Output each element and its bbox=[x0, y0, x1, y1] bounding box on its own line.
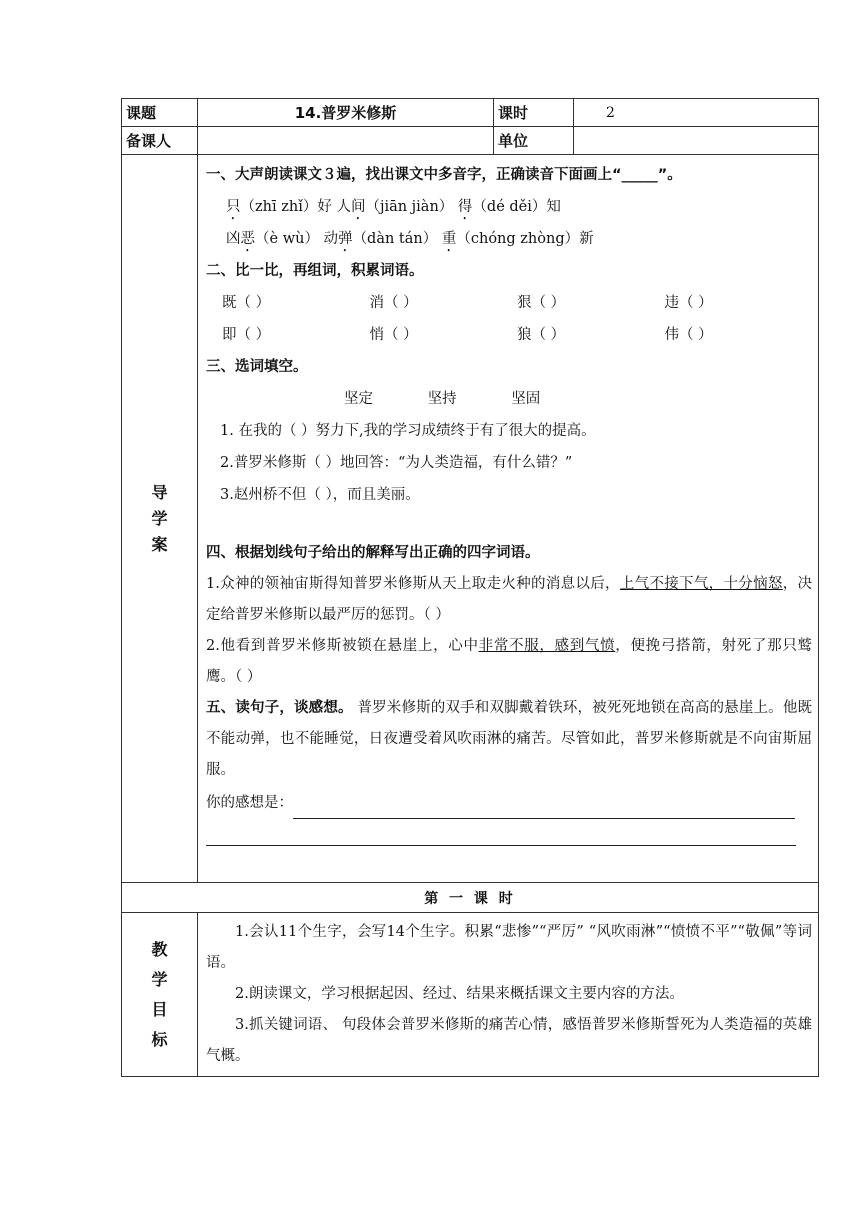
q1-dotted-char: 重 bbox=[441, 231, 457, 247]
unit-label: 单位 bbox=[494, 127, 574, 155]
teaching-goals-side-label bbox=[122, 913, 198, 1077]
q4-item-1 bbox=[206, 569, 812, 631]
goal-item: 2.朗读课文，学习根据起因、经过、结果来概括课文主要内容的方法。 bbox=[235, 986, 684, 1002]
q2-row-1 bbox=[206, 287, 812, 319]
q2-row-2 bbox=[206, 319, 812, 351]
q1-text: （zhī zhǐ）好 人 bbox=[240, 199, 351, 215]
q2-item: 既（ ） bbox=[222, 295, 271, 311]
q3-item: 1. 在我的（ ）努力下,我的学习成绩终于有了很大的提高。 bbox=[220, 423, 596, 439]
q5-text: 普罗米修斯的双手和双脚戴着铁环，被死死地锁在高高的悬崖上。他既不能动弹，也不能睡觉，日夜遭受着风吹雨淋的痛苦。尽管如此，普罗米修斯就是不向宙斯屈服。 bbox=[206, 700, 813, 778]
guide-side-char: 案 bbox=[151, 534, 168, 554]
header-row-lesson bbox=[122, 99, 819, 127]
goal-item: 3.抓关键词语、 句段体会普罗米修斯的痛苦心情，感悟普罗米修斯誓死为人类造福的英雄气概。 bbox=[206, 1017, 812, 1064]
lesson-one-header-row bbox=[122, 883, 819, 913]
q4-item-1-text: ，决定给普罗米修斯以最严厉的惩罚。（ ） bbox=[206, 576, 813, 623]
q3-word-bank bbox=[206, 383, 812, 415]
q4-item-1-underlined: 上气不接下气， bbox=[619, 576, 724, 592]
spacer bbox=[206, 511, 812, 537]
guide-side-char: 学 bbox=[151, 508, 168, 528]
q2-item: 狠（ ） bbox=[517, 295, 566, 311]
goals-side-char: 标 bbox=[151, 1029, 168, 1049]
q1-text: （dàn tán） bbox=[352, 231, 442, 247]
guide-side-char: 导 bbox=[151, 482, 168, 502]
q5-answer-blank[interactable] bbox=[293, 796, 795, 819]
period-value: 2 bbox=[574, 99, 819, 127]
q1-dotted-char: 得 bbox=[457, 199, 473, 215]
q2-item: 狼（ ） bbox=[517, 327, 566, 343]
goals-side-char: 目 bbox=[151, 999, 168, 1019]
q2-item: 伟（ ） bbox=[664, 327, 713, 343]
q3-word: 坚固 bbox=[511, 391, 541, 407]
goals-side-char: 教 bbox=[151, 939, 168, 959]
q3-word: 坚定 bbox=[344, 391, 373, 407]
q4-item-2-underlined: 非常不服，感到气愤 bbox=[478, 638, 616, 654]
period-label: 课时 bbox=[494, 99, 574, 127]
q4-item-2-text: ，便挽弓搭箭，射死了那只鹫鹰。（ ） bbox=[206, 638, 812, 685]
preparer-value bbox=[198, 127, 494, 155]
q1-dotted-char: 间 bbox=[350, 199, 366, 215]
q1-pinyin-line-1 bbox=[206, 191, 812, 223]
goals-side-char: 学 bbox=[151, 969, 168, 989]
q2-item: 消（ ） bbox=[369, 295, 418, 311]
guide-row bbox=[122, 155, 819, 883]
q1-text: （è wù） 动 bbox=[255, 231, 339, 247]
q1-dotted-char: 恶 bbox=[240, 231, 255, 247]
q5-paragraph bbox=[206, 693, 812, 786]
unit-value bbox=[574, 127, 819, 155]
q1-pinyin-line-2 bbox=[206, 223, 812, 255]
lesson-title: 14.普罗米修斯 bbox=[198, 99, 494, 127]
q4-item-2 bbox=[206, 631, 812, 693]
q3-item: 2.普罗米修斯（ ）地回答：“为人类造福，有什么错？” bbox=[220, 455, 573, 471]
goal-item: 1.会认11个生字，会写14个生字。积累“悲惨”“严厉” “风吹雨淋”“愤愤不平”“敬佩”等词语。 bbox=[206, 924, 812, 971]
q1-text: 凶 bbox=[226, 231, 241, 247]
guide-side-label bbox=[122, 155, 198, 883]
q5-answer-blank-2[interactable] bbox=[206, 819, 796, 846]
q3-title: 三、选词填空。 bbox=[206, 359, 308, 375]
lesson-one-title: 第 一 课 时 bbox=[122, 883, 819, 913]
q4-item-1-underlined: 十分恼怒 bbox=[723, 576, 783, 592]
q4-item-1-text: 1.众神的领袖宙斯得知普罗米修斯从天上取走火种的消息以后， bbox=[206, 576, 620, 592]
header-row-preparer bbox=[122, 127, 819, 155]
q3-word: 坚持 bbox=[427, 391, 457, 407]
preparer-label: 备课人 bbox=[122, 127, 198, 155]
q1-title: 一、大声朗读课文３遍，找出课文中多音字，正确读音下面画上“_____”。 bbox=[206, 167, 682, 183]
q2-item: 违（ ） bbox=[664, 295, 713, 311]
q2-item: 即（ ） bbox=[222, 327, 271, 343]
teaching-goals-row bbox=[122, 913, 819, 1077]
lesson-plan-table bbox=[121, 98, 819, 1077]
q5-answer-line bbox=[206, 788, 812, 819]
q1-text: （chóng zhòng）新 bbox=[456, 231, 594, 247]
q5-prompt: 你的感想是： bbox=[206, 795, 293, 811]
q1-dotted-char: 只 bbox=[226, 199, 241, 215]
lesson-label: 课题 bbox=[122, 99, 198, 127]
q2-item: 悄（ ） bbox=[369, 327, 418, 343]
guide-content bbox=[198, 155, 819, 883]
q4-title: 四、根据划线句子给出的解释写出正确的四字词语。 bbox=[206, 545, 540, 561]
q1-dotted-char: 弹 bbox=[338, 231, 353, 247]
teaching-goals-content bbox=[198, 913, 819, 1077]
q1-text: （jiān jiàn） bbox=[365, 199, 458, 215]
q1-text: （dé děi）知 bbox=[472, 199, 561, 215]
q4-item-2-text: 2.他看到普罗米修斯被锁在悬崖上，心中 bbox=[206, 638, 479, 654]
q5-title: 五、读句子，谈感想。 bbox=[206, 700, 353, 716]
q2-title: 二、比一比，再组词，积累词语。 bbox=[206, 263, 424, 279]
q3-item: 3.赵州桥不但（ ），而且美丽。 bbox=[220, 487, 420, 503]
